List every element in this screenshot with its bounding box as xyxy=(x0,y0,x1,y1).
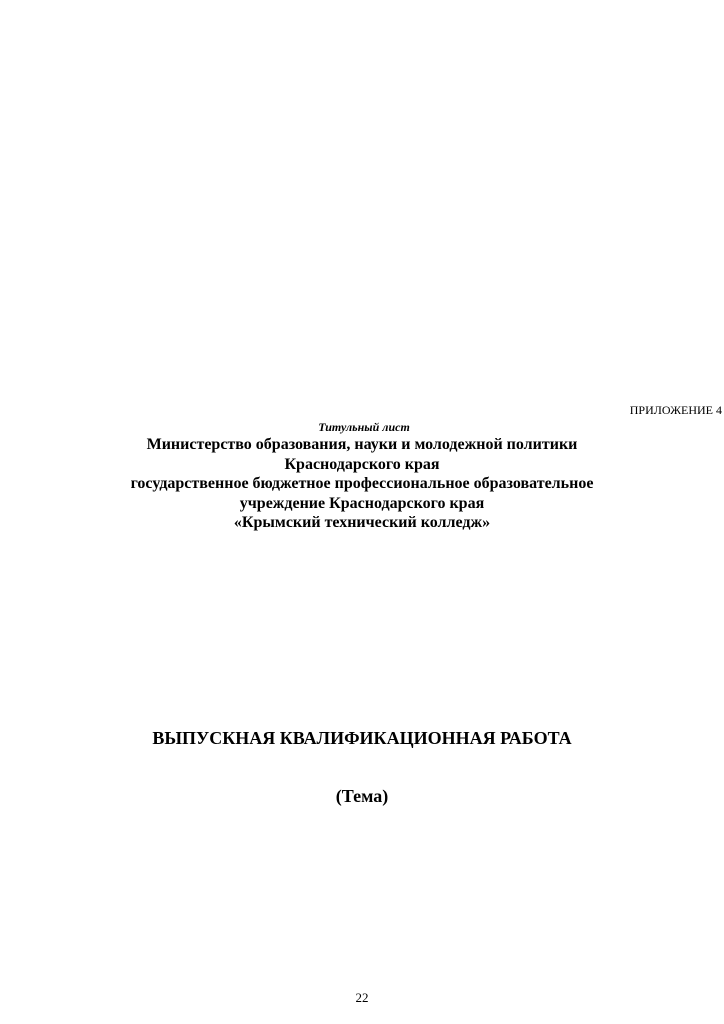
title-page-header xyxy=(0,420,724,533)
college-name-line: «Крымский технический колледж» xyxy=(233,514,491,531)
page-number: 22 xyxy=(355,990,369,1005)
topic-placeholder: (Тема) xyxy=(335,786,389,806)
appendix-label: ПРИЛОЖЕНИЕ 4 xyxy=(629,403,722,417)
work-title: ВЫПУСКНАЯ КВАЛИФИКАЦИОННАЯ РАБОТА xyxy=(152,728,572,748)
institution-type-line: государственное бюджетное профессиональное образовательное xyxy=(130,475,594,492)
page-subtitle: Титульный лист xyxy=(318,420,410,434)
ministry-line: Министерство образования, науки и молодежной политики xyxy=(146,436,578,453)
region-line: Краснодарского края xyxy=(284,455,440,473)
institution-region-line: учреждение Краснодарского края xyxy=(239,494,485,512)
